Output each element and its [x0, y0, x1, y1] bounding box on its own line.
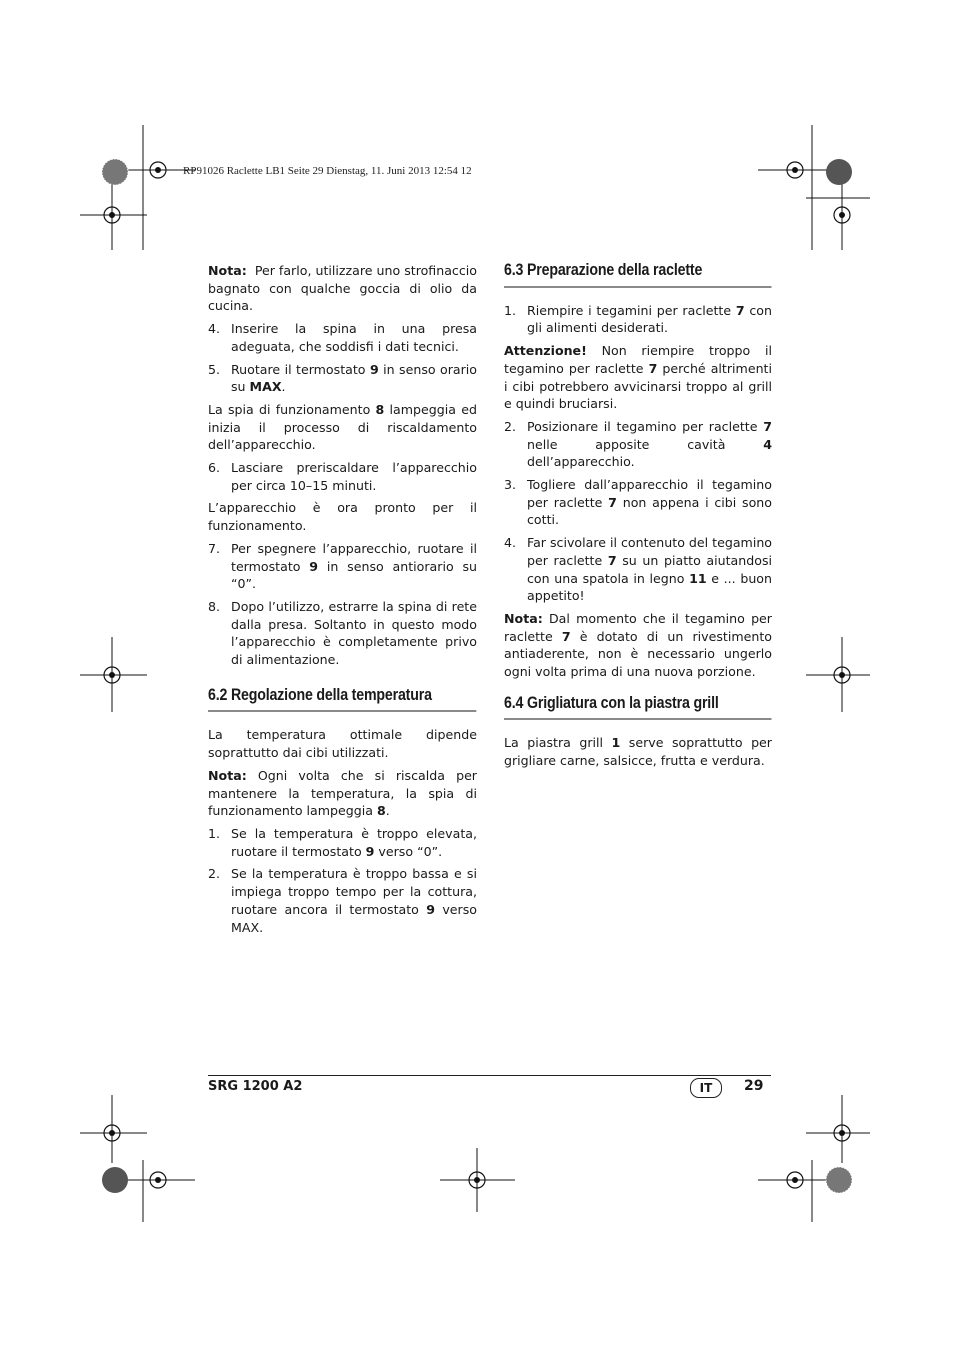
grill-paragraph: La piastra grill 1 serve soprattutto per grigliare carne, salsicce, frutta e verdura. [504, 735, 772, 769]
model-number: SRG 1200 A2 [208, 1079, 303, 1094]
step-5-note: La spia di funzionamento 8 lampeggia ed inizia il processo di riscaldamento dell’apparecchio. [208, 401, 477, 453]
right-column [504, 262, 772, 775]
step-6: 6. Lasciare preriscaldare l’apparecchio per circa 10–15 minuti. [208, 460, 477, 493]
prep-warning: Attenzione! Non riempire troppo il tegamino per raclette 7 perché altrimenti i cibi potrebbero avvicinarsi troppo al grill e quindi bruciarsi. [504, 343, 772, 412]
temperature-paragraph: La temperatura ottimale dipende soprattutto dai cibi utilizzati. [208, 727, 477, 761]
prep-step-1: 1. Riempire i tegamini per raclette 7 con gli alimenti desiderati. [504, 302, 772, 336]
prep-note: Nota: Dal momento che il tegamino per raclette 7 è dotato di un rivestimento antiaderente, non è necessario ungerlo ogni volta prima di una nuova porzione. [504, 610, 772, 680]
note-paragraph: Nota: Per farlo, utilizzare uno strofinaccio bagnato con qualche goccia di olio da cucina. [208, 263, 477, 314]
language-badge: IT [690, 1078, 722, 1098]
heading-6-3: 6.3 Preparazione della raclette [504, 262, 771, 288]
print-slug: RP91026 Raclette LB1 Seite 29 Dienstag, 11. Juni 2013 12:54 12 [183, 165, 472, 177]
prep-step-2: 2. Posizionare il tegamino per raclette 7 nelle apposite cavità 4 dell’apparecchio. [504, 418, 772, 470]
step-5: 5. Ruotare il termostato 9 in senso orario su MAX. [208, 361, 477, 395]
left-column [208, 262, 477, 941]
temperature-note: Nota: Ogni volta che si riscalda per mantenere la temperatura, la spia di funzionamento lampeggia 8. [208, 767, 477, 819]
page-number: 29 [744, 1078, 764, 1094]
ready-paragraph: L’apparecchio è ora pronto per il funzionamento. [208, 500, 477, 534]
prep-step-3: 3. Togliere dall’apparecchio il tegamino per raclette 7 non appena i cibi sono cotti. [504, 477, 772, 528]
prep-step-4: 4. Far scivolare il contenuto del tegamino per raclette 7 su un piatto aiutandosi con una spatola in legno 11 e ... buon appetito! [504, 535, 772, 604]
temp-step-2: 2. Se la temperatura è troppo bassa e si impiega troppo tempo per la cottura, ruotare ancora il termostato 9 verso MAX. [208, 866, 477, 935]
step-4: 4. Inserire la spina in una presa adeguata, che soddisfi i dati tecnici. [208, 321, 477, 354]
footer-rule [208, 1075, 771, 1076]
step-7: 7. Per spegnere l’apparecchio, ruotare il termostato 9 in senso antiorario su “0”. [208, 540, 477, 592]
heading-6-4: 6.4 Grigliatura con la piastra grill [504, 695, 771, 721]
heading-6-2: 6.2 Regolazione della temperatura [208, 687, 476, 713]
step-8: 8. Dopo l’utilizzo, estrarre la spina di rete dalla presa. Soltanto in questo modo l’apparecchio è completamente privo di alimentazione. [208, 598, 477, 668]
temp-step-1: 1. Se la temperatura è troppo elevata, ruotare il termostato 9 verso “0”. [208, 825, 477, 859]
